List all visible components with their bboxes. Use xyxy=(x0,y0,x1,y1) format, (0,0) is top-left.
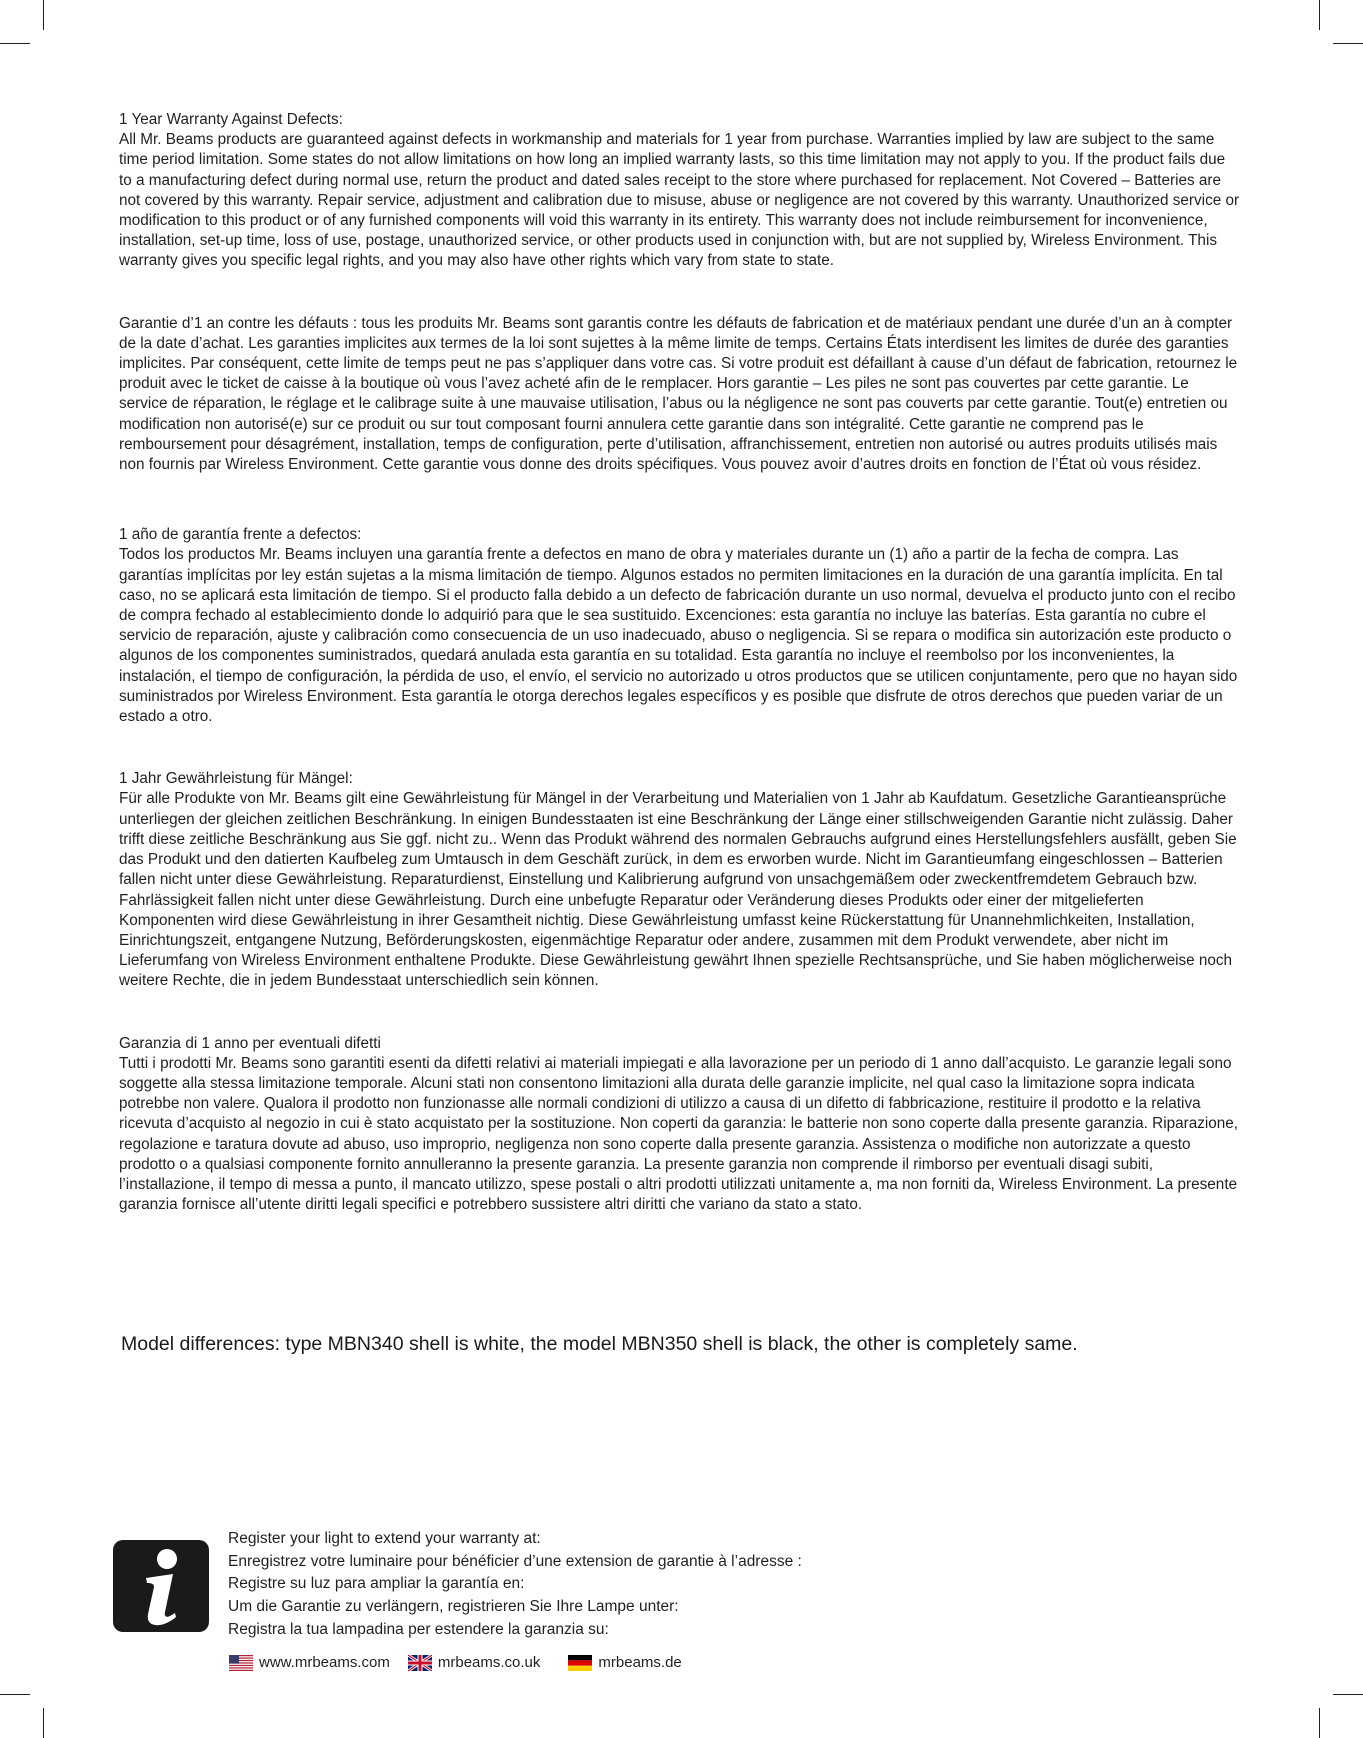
site-url: mrbeams.de xyxy=(598,1654,682,1671)
section-body: Für alle Produkte von Mr. Beams gilt eine Gewährleistung für Mängel in der Verarbeitung und Materialien von 1 Jahr ab Kaufdatum. Gesetzliche Garantieansprüche unterliegen der gleichen zeitlichen Beschränkung. In einigen Bundesstaaten ist eine Beschränkung der Länge einer stillschweigenden Garantie nicht zulässig. Daher trifft diese zeitliche Beschränkung aus Sie ggf. nicht zu.. Wenn das Produkt während des normalen Gebrauchs aufgrund eines Herstellungsfehlers ausfällt, geben Sie das Produkt und den datierten Kaufbeleg zum Umtausch in dem Geschäft zurück, in dem es erworben wurde. Nicht im Garantieumfang eingeschlossen – Batterien fallen nicht unter diese Gewährleistung. Reparaturdienst, Einstellung und Kalibrierung aufgrund von unsachgemäßem oder zweckentfremdetem Gebrauch bzw. Fahrlässigkeit fallen nicht unter diese Gewährleistung. Durch eine unbefugte Reparatur oder Veränderung dieses Produkts oder einer der mitgelieferten Komponenten wird diese Gewährleistung in ihrer Gesamtheit nichtig. Diese Gewährleistung umfasst keine Rückerstattung für Unannehmlichkeiten, Installation, Einrichtungszeit, entgangene Nutzung, Beförderungskosten, eigenmächtige Reparatur oder andere, zusammen mit dem Produkt verwendete, aber nicht im Lieferumfang von Wireless Environment enthaltene Produkte. Diese Gewährleistung gewährt Ihnen spezielle Rechtsansprüche, und Sie haben möglicherweise noch weitere Rechte, die in jedem Bundesstaat unterschiedlich sein können. xyxy=(119,790,1237,990)
section-body: Tutti i prodotti Mr. Beams sono garantiti esenti da difetti relativi ai materiali impiegati e alla lavorazione per un periodo di 1 anno dall’acquisto. Le garanzie legali sono soggette alla stessa limitazione temporale. Alcuni stati non consentono limitazioni alla durata delle garanzie implicite, nel qual caso la limitazione sopra indicata potrebbe non valere. Qualora il prodotto non funzionasse alle normali condizioni di utilizzo a causa di un difetto di fabbricazione, restituire il prodotto e la relativa ricevuta d’acquisto al negozio in cui è stato acquistato per la sostituzione. Non coperti da garanzia: le batterie non sono coperte dalla presente garanzia. Riparazione, regolazione e taratura dovute ad abuso, uso improprio, negligenza non sono coperte dalla presente garanzia. Assistenza o modifiche non autorizzate a questo prodotto o a qualsiasi componente fornito annulleranno la presente garanzia. La presente garanzia non comprende il rimborso per eventuali disagi subiti, l’installazione, il tempo di messa a punto, il mancato utilizzo, spese postali o altri prodotti utilizzati unitamente a, ma non forniti da, Wireless Environment. La presente garanzia fornisce all’utente diritti legali specifici e potrebbero sussistere altri diritti che variano da stato a stato. xyxy=(119,1054,1239,1214)
crop-mark xyxy=(43,1708,44,1738)
section-heading: Garanzia di 1 anno per eventuali difetti xyxy=(119,1034,381,1052)
warranty-section-fr xyxy=(119,314,1241,476)
register-line-it: Registra la tua lampadina per estendere la garanzia su: xyxy=(228,1620,609,1638)
model-differences-note: Model differences: type MBN340 shell is white, the model MBN350 shell is black, the other is completely same. xyxy=(121,1333,1078,1355)
site-us[interactable] xyxy=(229,1654,390,1671)
section-heading: 1 Year Warranty Against Defects: xyxy=(119,111,343,128)
section-heading: 1 año de garantía frente a defectos: xyxy=(119,526,362,544)
crop-mark xyxy=(1333,43,1363,44)
site-de[interactable] xyxy=(568,1654,681,1671)
site-uk[interactable] xyxy=(408,1654,541,1671)
de-flag-icon xyxy=(568,1655,592,1671)
register-instructions xyxy=(228,1528,802,1642)
crop-mark xyxy=(0,1694,30,1695)
crop-mark xyxy=(1319,1708,1320,1738)
section-heading: 1 Jahr Gewährleistung für Mängel: xyxy=(119,770,353,788)
site-url: mrbeams.co.uk xyxy=(437,1654,541,1671)
website-links xyxy=(229,1654,700,1671)
warranty-content xyxy=(119,110,1241,1257)
crop-mark xyxy=(43,0,44,30)
crop-mark xyxy=(0,43,30,44)
register-line-fr: Enregistrez votre luminaire pour bénéficier d’une extension de garantie à l’adresse : xyxy=(228,1552,802,1570)
warranty-section-it xyxy=(119,1034,1241,1216)
us-flag-icon xyxy=(229,1655,253,1671)
warranty-section-en xyxy=(119,110,1241,272)
warranty-section-es xyxy=(119,525,1241,727)
crop-mark xyxy=(1333,1694,1363,1695)
crop-mark xyxy=(1319,0,1320,30)
warranty-section-de xyxy=(119,769,1241,991)
uk-flag-icon xyxy=(408,1655,432,1671)
site-url: www.mrbeams.com xyxy=(259,1654,390,1671)
info-icon xyxy=(113,1540,209,1632)
register-line-es: Registre su luz para ampliar la garantía en: xyxy=(228,1575,525,1593)
section-body: Garantie d’1 an contre les défauts : tous les produits Mr. Beams sont garantis contre les défauts de fabrication et de matériaux pendant une durée d’un an à compter de la date d’achat. Les garanties implicites aux termes de la loi sont sujettes à la même limite de temps. Certains États interdisent les limites de durée des garanties implicites. Par conséquent, cette limite de temps peut ne pas s’appliquer dans votre cas. Si votre produit est défaillant à cause d’un défaut de fabrication, retournez le produit avec le ticket de caisse à la boutique où vous l’avez acheté afin de le remplacer. Hors garantie – Les piles ne sont pas couvertes par cette garantie. Le service de réparation, le réglage et le calibrage suite à une mauvaise utilisation, l’abus ou la négligence ne sont pas couverts par cette garantie. Tout(e) entretien ou modification non autorisé(e) sur ce produit ou sur tout composant fourni annulera cette garantie dans son intégralité. Cette garantie ne comprend pas le remboursement pour désagrément, installation, temps de configuration, perte d’utilisation, affranchissement, entretien non autorisé ou autres produits utilisés mais non fournis par Wireless Environment. Cette garantie vous donne des droits spécifiques. Vous pouvez avoir d’autres droits en fonction de l’État où vous résidez. xyxy=(119,314,1238,474)
register-line-de: Um die Garantie zu verlängern, registrieren Sie Ihre Lampe unter: xyxy=(228,1598,679,1616)
register-line-en: Register your light to extend your warranty at: xyxy=(228,1530,541,1547)
section-body: All Mr. Beams products are guaranteed against defects in workmanship and materials for 1 year from purchase. Warranties implied by law are subject to the same time period limitation. Some states do not allow limitations on how long an implied warranty lasts, so this time limitation may not apply to you. If the product fails due to a manufacturing defect during normal use, return the product and dated sales receipt to the store where purchased for replacement. Not Covered – Batteries are not covered by this warranty. Repair service, adjustment and calibration due to misuse, abuse or negligence are not covered by this warranty. Unauthorized service or modification to this product or of any furnished components will void this warranty in its entirety. This warranty does not include reimbursement for inconvenience, installation, set-up time, loss of use, postage, unauthorized service, or other products used in conjunction with, but are not supplied by, Wireless Environment. This warranty gives you specific legal rights, and you may also have other rights which vary from state to state. xyxy=(119,131,1240,270)
section-body: Todos los productos Mr. Beams incluyen una garantía frente a defectos en mano de obra y materiales durante un (1) año a partir de la fecha de compra. Las garantías implícitas por ley están sujetas a la misma limitación de tiempo. Algunos estados no permiten limitaciones en la duración de una garantía implícita. En tal caso, no se aplicará esta limitación de tiempo. Si el producto falla debido a un defecto de fabricación durante un uso normal, devuelva el producto junto con el recibo de compra fechado al establecimiento donde lo adquirió para que le sea sustituido. Excenciones: esta garantía no incluye las baterías. Esta garantía no cubre el servicio de reparación, ajuste y calibración como consecuencia de un uso inadecuado, abuso o negligencia. Si se repara o modifica sin autorización este producto o algunos de los componentes suministrados, quedará anulada esta garantía en su totalidad. Esta garantía no incluye el reembolso por los inconvenientes, la instalación, el tiempo de configuración, la pérdida de uso, el envío, el servicio no autorizado u otros productos que se utilicen conjuntamente, pero que no hayan sido suministrados por Wireless Environment. Esta garantía le otorga derechos legales específicos y es posible que disfrute de otros derechos que pueden variar de un estado a otro. xyxy=(119,546,1238,726)
